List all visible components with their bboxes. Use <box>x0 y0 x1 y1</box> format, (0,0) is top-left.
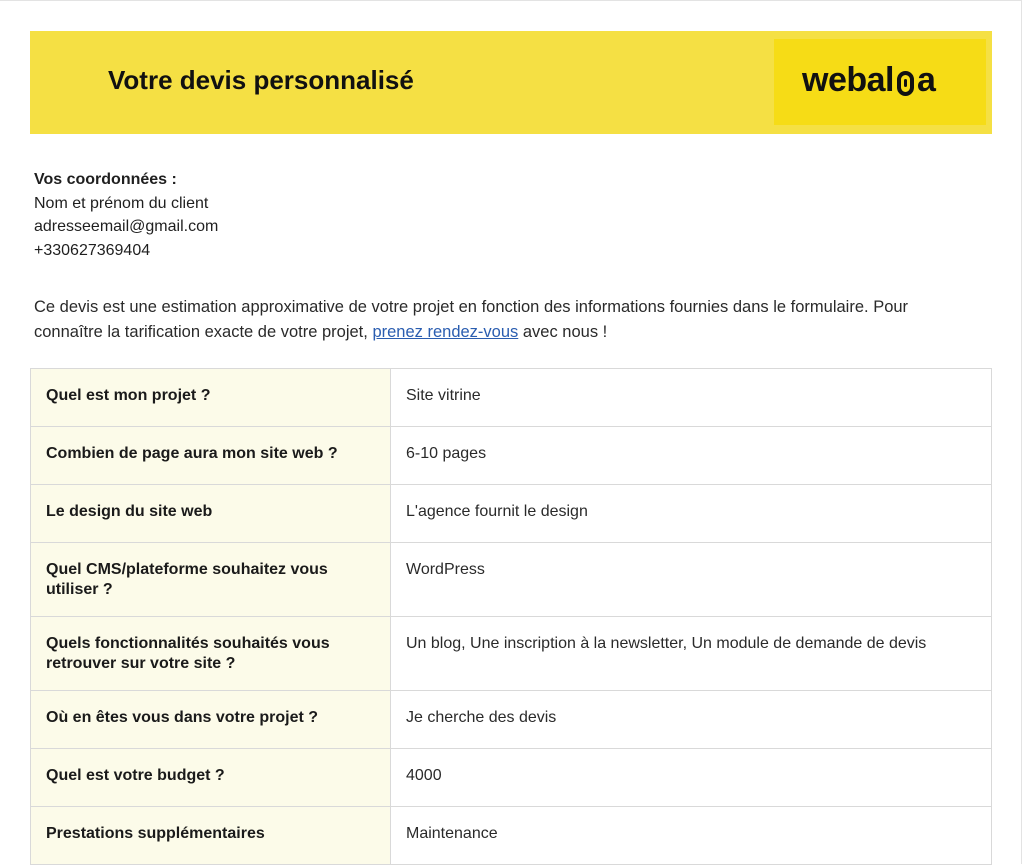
question-cell: Combien de page aura mon site web ? <box>31 427 391 485</box>
table-row <box>31 749 992 807</box>
intro-text-before: Ce devis est une estimation approximative de votre projet en fonction des informations fournies dans le formulaire. Pour connaître la tarification exacte de votre projet, <box>34 298 909 341</box>
table-row <box>31 691 992 749</box>
intro-text-after: avec nous ! <box>518 323 608 341</box>
quote-table <box>30 368 992 865</box>
question-cell: Où en êtes vous dans votre projet ? <box>31 691 391 749</box>
webaloa-logo <box>774 39 986 125</box>
table-row <box>31 807 992 865</box>
question-cell: Prestations supplémentaires <box>31 807 391 865</box>
logo-mouse-icon <box>897 71 914 96</box>
logo-wordmark <box>802 63 935 97</box>
question-cell: Le design du site web <box>31 485 391 543</box>
client-name: Nom et prénom du client <box>34 194 209 212</box>
answer-cell: WordPress <box>391 543 992 617</box>
logo-suffix: a <box>916 61 936 99</box>
table-row <box>31 543 992 617</box>
answer-cell: L'agence fournit le design <box>391 485 992 543</box>
question-cell: Quel CMS/plateforme souhaitez vous utiliser ? <box>31 543 391 617</box>
answer-cell: 4000 <box>391 749 992 807</box>
answer-cell: Un blog, Une inscription à la newsletter, Un module de demande de devis <box>391 617 992 691</box>
contact-label: Vos coordonnées : <box>34 171 177 188</box>
page-title: Votre devis personnalisé <box>108 65 414 95</box>
client-email: adresseemail@gmail.com <box>34 218 219 235</box>
question-cell: Quels fonctionnalités souhaités vous retrouver sur votre site ? <box>31 617 391 691</box>
contact-block <box>34 168 218 262</box>
question-cell: Quel est mon projet ? <box>31 369 391 427</box>
header-banner <box>30 31 992 134</box>
appointment-link[interactable]: prenez rendez-vous <box>372 323 519 341</box>
client-phone: +330627369404 <box>34 241 151 259</box>
answer-cell: Site vitrine <box>391 369 992 427</box>
table-row <box>31 427 992 485</box>
table-row <box>31 369 992 427</box>
answer-cell: Je cherche des devis <box>391 691 992 749</box>
table-row <box>31 617 992 691</box>
logo-prefix: webal <box>802 61 894 99</box>
answer-cell: 6-10 pages <box>391 427 992 485</box>
answer-cell: Maintenance <box>391 807 992 865</box>
question-cell: Quel est votre budget ? <box>31 749 391 807</box>
table-row <box>31 485 992 543</box>
intro-paragraph <box>34 295 974 345</box>
